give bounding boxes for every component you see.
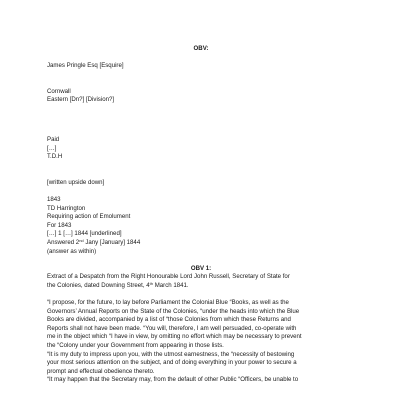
answered-post: Jany [January] 1844 xyxy=(83,238,141,246)
para2-line-3: prompt and effectual obedience thereto. xyxy=(47,367,155,375)
para2-line-2: your most serious attention on the subject, and of doing everything in your power to secure a xyxy=(47,359,297,367)
entry-year: 1843 xyxy=(47,195,61,203)
paid-line-1: Paid xyxy=(47,135,60,143)
para3-line-1: “It may happen that the Secretary may, from the default of other Public “Officers, be unable to xyxy=(47,376,299,384)
answered-pre: Answered 2 xyxy=(47,238,80,246)
extract-tail: March 1841. xyxy=(153,281,189,289)
answered-sup: nd xyxy=(79,237,84,243)
document-page xyxy=(47,45,355,385)
entry-name: TD Harrington xyxy=(47,204,86,212)
answered-line xyxy=(47,239,355,248)
extract-line-2 xyxy=(47,282,355,291)
paragraph-3 xyxy=(47,376,355,385)
addressee: James Pringle Esq [Esquire] xyxy=(47,62,124,70)
paid-line-2: […] xyxy=(47,144,57,152)
para1-line-6: the “Colony under your Government from appearing in those lists. xyxy=(47,342,224,350)
para1-line-4: Reports shall not have been made. “You will, therefore, I am well persuaded, co-operate with xyxy=(47,324,297,332)
para1-line-3: Books are divided, accompanied by a list of “those Colonies from which these Returns and xyxy=(47,316,291,324)
para2-line-1: “It is my duty to impress upon you, with the utmost earnestness, the “necessity of bestowing xyxy=(47,350,295,358)
entry-action: Requiring action of Emolument xyxy=(47,213,131,221)
paragraph-1 xyxy=(47,299,355,351)
entry-underlined: […] 1 […] 1844 [underlined] xyxy=(47,230,122,238)
location-line-2: Eastern [Dn?] [Division?] xyxy=(47,96,115,104)
answer-note: (answer as within) xyxy=(47,247,97,255)
para1-line-1: “I propose, for the future, to lay before Parliament the Colonial Blue “Books, as well as the xyxy=(47,299,289,307)
extract-sup: th xyxy=(149,280,153,286)
location-line-1: Cornwall xyxy=(47,87,71,95)
upside-down-note: [written upside down] xyxy=(47,178,105,186)
extract-line-1: Extract of a Despatch from the Right Honourable Lord John Russell, Secretary of State for xyxy=(47,273,290,281)
extract-text: the Colonies, dated Downing Street, 4 xyxy=(47,281,150,289)
paid-line-3: T.D.H xyxy=(47,153,63,161)
para1-line-2: Governors’ Annual Reports on the State of the Colonies, “under the heads into which the Blue xyxy=(47,307,300,315)
obv-heading: OBV: xyxy=(193,45,209,52)
entry-for-year: For 1843 xyxy=(47,221,72,229)
paragraph-2 xyxy=(47,351,355,377)
obv1-heading: OBV 1: xyxy=(190,264,212,272)
para1-line-5: me in the object which “I have in view, by omitting no effort which may be necessary to prevent xyxy=(47,333,302,341)
